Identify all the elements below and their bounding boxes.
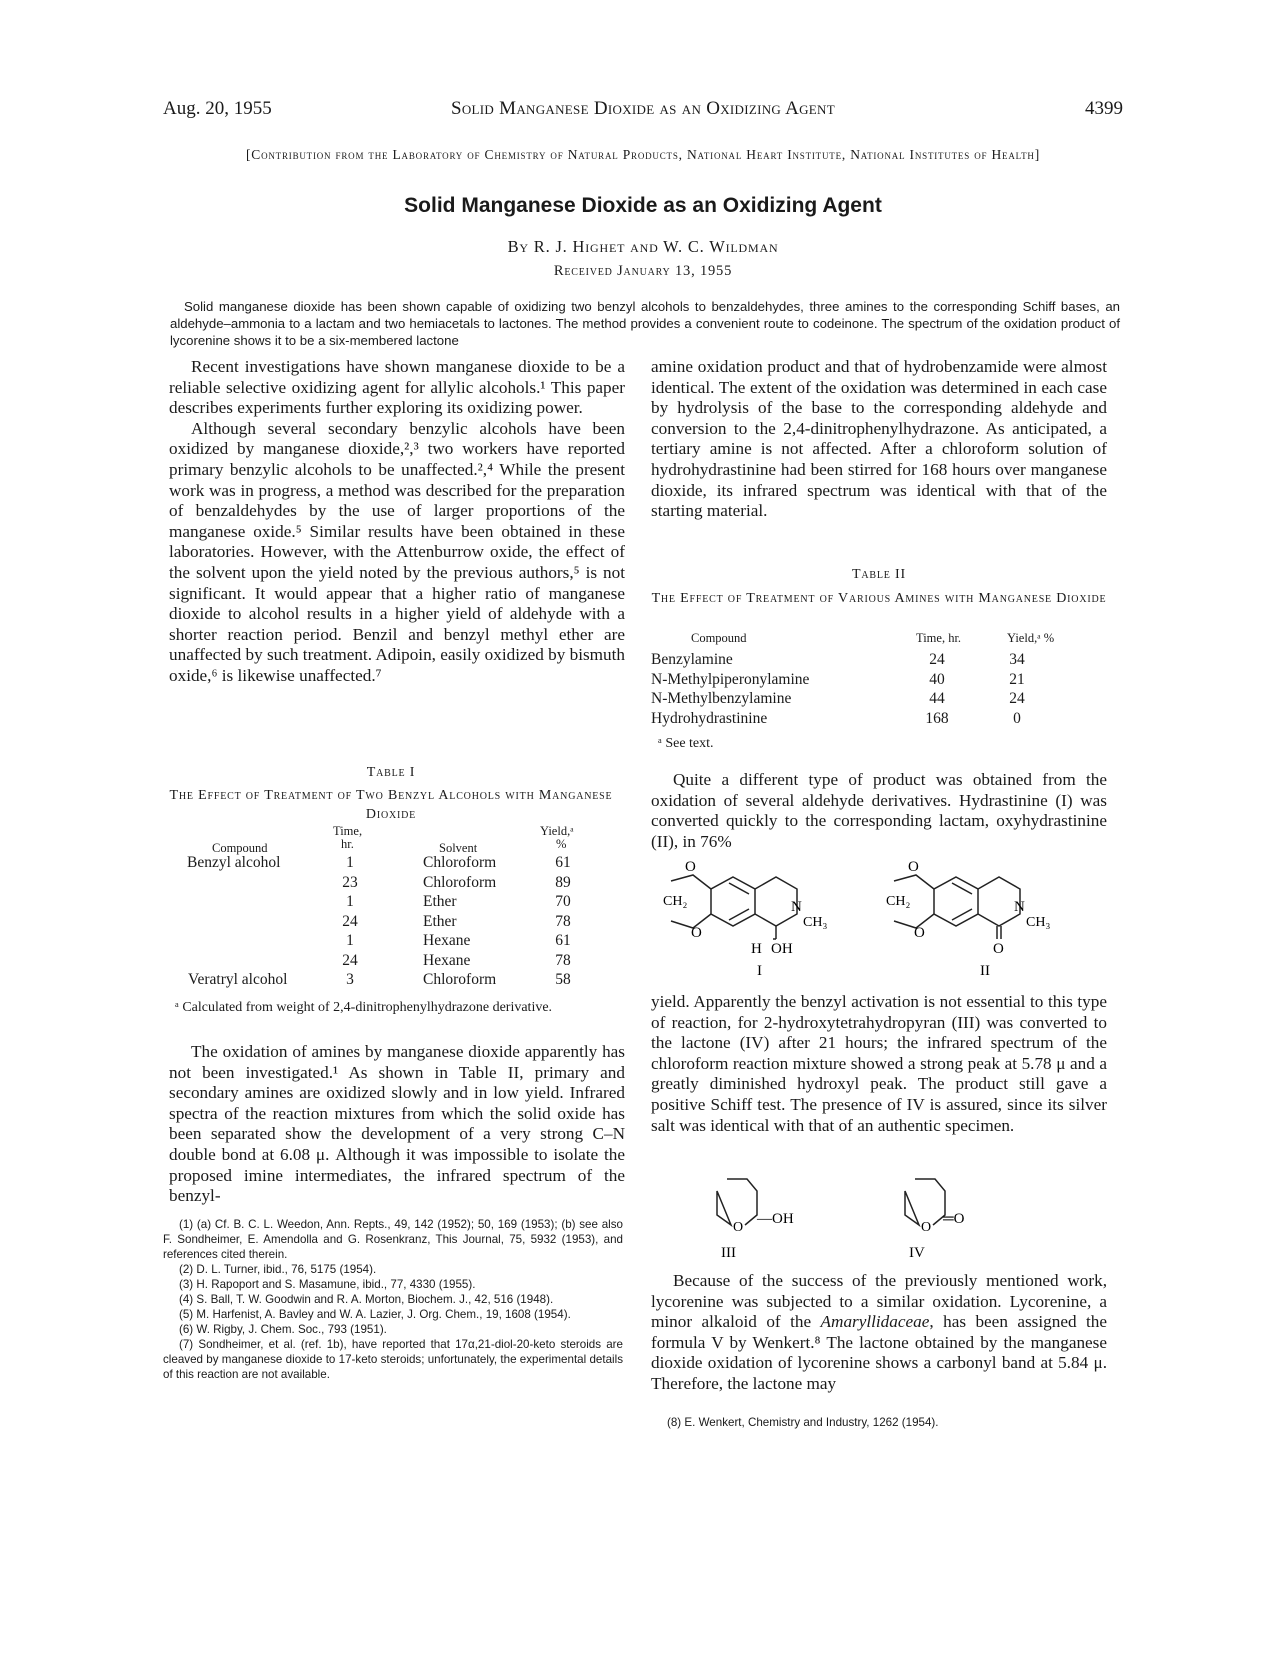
footnote-4: (4) S. Ball, T. W. Goodwin and R. A. Morton, Biochem. J., 42, 516 (1948). <box>179 1293 554 1306</box>
struct3-label: III <box>721 1245 736 1261</box>
cell-solvent: Chloroform <box>423 971 497 988</box>
table1-header-yield-1: Yield,ᵃ <box>540 824 574 838</box>
cell-solvent: Chloroform <box>423 873 497 891</box>
table2-header-yield: Yield,ᵃ % <box>1007 631 1055 645</box>
cell-solvent: Ether <box>423 893 457 910</box>
table-row <box>651 671 1107 691</box>
table1-header-yield-2: % <box>556 837 567 851</box>
struct1-o-bottom: O <box>691 925 702 941</box>
running-header <box>163 98 1123 122</box>
cell-yield: 21 <box>1009 670 1025 688</box>
right-column-aldehyde <box>651 770 1107 852</box>
cell-time: 1 <box>346 932 354 949</box>
table2-header-compound: Compound <box>691 631 747 645</box>
running-title: Solid Manganese Dioxide as an Oxidizing Agent <box>451 98 835 119</box>
cell-time: 24 <box>342 951 358 969</box>
article-title: Solid Manganese Dioxide as an Oxidizing Agent <box>404 194 882 217</box>
cell-yield: 0 <box>1013 709 1021 727</box>
table2 <box>651 628 1107 733</box>
page-number: 4399 <box>1085 98 1123 119</box>
struct3-o: O <box>733 1220 744 1235</box>
cell-time: 168 <box>925 709 949 727</box>
structure-IV <box>893 1171 1003 1266</box>
cell-compound: Veratryl alcohol <box>188 971 288 988</box>
table-row <box>163 913 623 933</box>
table2-header-time: Time, hr. <box>916 631 962 645</box>
footnote-7: (7) Sondheimer, et al. (ref. 1b), have reported that 17α,21-diol-20-keto steroids are cleaved by manganese dioxide to 17-keto steroids; unfortunately, the experimental details of this reaction are not available. <box>163 1338 623 1381</box>
table-row <box>163 952 623 972</box>
lycorenine-text-start: Because of the success of the previously mentioned work, lycorenine was subjected to a similar oxidation. Lycorenine, a minor alkaloid of the <box>651 1271 1107 1332</box>
footnote-2: (2) D. L. Turner, ibid., 76, 5175 (1954). <box>179 1263 377 1276</box>
contribution-line: [Contribution from the Laboratory of Chemistry of Natural Products, National Heart Institute, National Institutes of Health] <box>245 147 1041 162</box>
cell-compound: N-Methylbenzylamine <box>651 690 792 707</box>
struct1-h: H <box>751 941 762 957</box>
table1 <box>163 822 623 997</box>
table-row <box>163 854 623 874</box>
footnote-8: (8) E. Wenkert, Chemistry and Industry, 1262 (1954). <box>667 1416 939 1429</box>
table-row <box>651 651 1107 671</box>
right-column-text <box>651 357 1107 522</box>
received-date: Received January 13, 1955 <box>553 263 733 279</box>
struct1-oh: OH <box>771 941 793 957</box>
cell-compound: Benzylamine <box>651 651 733 668</box>
cell-solvent: Ether <box>423 912 457 930</box>
cell-yield: 24 <box>1009 690 1025 707</box>
cell-yield: 61 <box>555 854 571 871</box>
table2-caption: The Effect of Treatment of Various Amines with Manganese Dioxide <box>651 591 1107 606</box>
cell-time: 24 <box>342 912 358 930</box>
paragraph-yield: yield. Apparently the benzyl activation is not essential to this type of reaction, for 2-hydroxytetrahydropyran (III) was converted to the lactone (IV) after 21 hours; the infrared spectrum of the chloroform reaction mixture showed a strong peak at 5.78 μ and a greatly diminished hydroxyl peak. The product still gave a positive Schiff test. The presence of IV is assured, since its silver salt was identical with that of an authentic specimen. <box>651 992 1107 1135</box>
cell-yield: 61 <box>555 932 571 949</box>
struct2-n: N <box>1014 899 1025 915</box>
cell-time: 40 <box>929 670 945 688</box>
cell-yield: 78 <box>555 912 571 930</box>
table2-footnote: ᵃ See text. <box>658 736 714 751</box>
cell-time: 23 <box>342 873 358 891</box>
cell-solvent: Hexane <box>423 951 471 969</box>
table1-caption: The Effect of Treatment of Two Benzyl Alcohols with Manganese Dioxide <box>169 788 613 822</box>
table-row <box>651 690 1107 710</box>
table-row <box>163 971 623 991</box>
cell-time: 44 <box>929 690 945 707</box>
structure-III <box>705 1171 815 1266</box>
table-row <box>651 710 1107 730</box>
cell-yield: 58 <box>555 971 571 988</box>
struct2-carbonyl-o: O <box>993 941 1004 957</box>
cell-yield: 89 <box>555 873 571 891</box>
footnote-3: (3) H. Rapoport and S. Masamune, ibid., 77, 4330 (1955). <box>179 1278 476 1291</box>
paragraph-aldehyde: Quite a different type of product was obtained from the oxidation of several aldehyde derivatives. Hydrastinine (I) was converted quickly to the corresponding lactam, oxyhydrastinine (II), in 76% <box>651 770 1107 851</box>
cell-yield: 34 <box>1009 651 1025 668</box>
cell-time: 1 <box>346 893 354 910</box>
table-row <box>163 893 623 913</box>
struct4-eq-o: ═O <box>943 1211 965 1227</box>
struct2-label: II <box>980 963 990 979</box>
abstract: Solid manganese dioxide has been shown capable of oxidizing two benzyl alcohols to benzaldehydes, three amines to the corresponding Schiff bases, an aldehyde–ammonia to a lactam and two hemiacetals to lactones. The method provides a convenient route to codeinone. The spectrum of the oxidation product of lycorenine shows it to be a six-membered lactone <box>170 299 1120 348</box>
table-row <box>163 874 623 894</box>
struct1-label: I <box>757 963 762 979</box>
footnote-6: (6) W. Rigby, J. Chem. Soc., 793 (1951). <box>179 1323 387 1336</box>
struct2-ch2: CH₂ <box>886 894 911 909</box>
struct1-o-top: O <box>685 859 696 875</box>
struct3-oh: —OH <box>757 1211 794 1227</box>
right-column-yield <box>651 992 1107 1136</box>
footnote-5: (5) M. Harfenist, A. Bavley and W. A. Lazier, J. Org. Chem., 19, 1608 (1954). <box>179 1308 571 1321</box>
cell-time: 1 <box>346 854 354 871</box>
table1-header-time-2: hr. <box>341 837 354 851</box>
right-column-lycorenine <box>651 1271 1107 1395</box>
table1-footnote: ᵃ Calculated from weight of 2,4-dinitrophenylhydrazone derivative. <box>175 1000 553 1015</box>
cell-compound: Hydrohydrastinine <box>651 709 768 727</box>
structure-I <box>663 853 833 981</box>
paragraph-lycorenine <box>651 1271 1107 1395</box>
footnotes-left <box>163 1217 623 1382</box>
table-row <box>163 932 623 952</box>
footnotes-right <box>651 1415 1107 1430</box>
cell-solvent: Hexane <box>423 932 471 949</box>
table1-header-time-1: Time, <box>333 824 363 838</box>
cell-time: 24 <box>929 651 945 668</box>
table1-header-solvent: Solvent <box>439 841 478 855</box>
cell-yield: 70 <box>555 893 571 910</box>
paragraph-amine-continued: amine oxidation product and that of hydrobenzamide were almost identical. The extent of the oxidation was determined in each case by hydrolysis of the base to the corresponding aldehyde and conversion to the 2,4-dinitrophenylhydrazone. As anticipated, a tertiary amine is not affected. After a chloroform solution of hydrohydrastinine had been stirred for 168 hours over manganese dioxide, its infrared spectrum was identical with that of the starting material. <box>651 357 1107 521</box>
table1-header-compound: Compound <box>212 841 268 855</box>
table2-label: Table II <box>852 567 906 582</box>
struct1-n: N <box>791 899 802 915</box>
lycorenine-text-end: , has been assigned the formula V by Wenkert.⁸ The lactone obtained by the manganese dioxide oxidation of lycorenine shows a carbonyl band at 5.84 μ. Therefore, the lactone may <box>651 1312 1107 1393</box>
structure-II <box>886 853 1061 981</box>
footnote-1: (1) (a) Cf. B. C. L. Weedon, Ann. Repts., 49, 142 (1952); 50, 169 (1953); (b) see also F. Sondheimer, E. Amendolla and G. Rosenkranz, This Journal, 75, 5932 (1953), and references cited therein. <box>163 1218 623 1261</box>
paragraph-amines: The oxidation of amines by manganese dioxide apparently has not been investigated.¹ As shown in Table II, primary and secondary amines are oxidized slowly and in low yield. Infrared spectra of the reaction mixtures from which the solid oxide has been separated show the development of a very strong C–N double bond at 6.08 μ. Although it was impossible to isolate the proposed imine intermediates, the infrared spectrum of the benzyl- <box>169 1042 625 1206</box>
paragraph-intro: Recent investigations have shown manganese dioxide to be a reliable selective oxidizing agent for allylic alcohols.¹ This paper describes experiments further exploring its oxidizing power. <box>169 357 625 418</box>
left-column-text <box>169 357 625 687</box>
struct1-ch3: CH₃ <box>803 915 828 930</box>
left-column-amines <box>169 1042 625 1207</box>
cell-compound: N-Methylpiperonylamine <box>651 670 810 688</box>
paragraph-benzylic: Although several secondary benzylic alcohols have been oxidized by manganese dioxide,²,³ two workers have reported primary benzylic alcohols to be unaffected.²,⁴ While the present work was in progress, a method was described for the preparation of benzaldehydes by the use of larger proportions of the manganese oxide.⁵ Similar results have been obtained in these laboratories. However, with the Attenburrow oxide, the effect of the solvent upon the yield noted by the previous authors,⁵ is not significant. It would appear that a higher ratio of manganese dioxide to alcohol results in a higher yield of aldehyde with a shorter reaction period. Benzil and benzyl methyl ether are unaffected by such treatment. Adipoin, easily oxidized by bismuth oxide,⁶ is likewise unaffected.⁷ <box>169 418 626 685</box>
cell-solvent: Chloroform <box>423 854 497 871</box>
struct1-ch2: CH₂ <box>663 894 688 909</box>
cell-compound: Benzyl alcohol <box>187 854 281 871</box>
table1-label: Table I <box>366 765 416 780</box>
struct2-o-bottom: O <box>914 925 925 941</box>
byline: By R. J. Highet and W. C. Wildman <box>507 237 779 256</box>
cell-yield: 78 <box>555 951 571 969</box>
family-name: Amaryllidaceae <box>820 1312 930 1332</box>
struct4-o: O <box>921 1220 932 1235</box>
cell-time: 3 <box>346 971 354 988</box>
issue-date: Aug. 20, 1955 <box>163 98 272 119</box>
struct4-label: IV <box>909 1245 925 1261</box>
struct2-o-top: O <box>908 859 919 875</box>
struct2-ch3: CH₃ <box>1026 915 1051 930</box>
